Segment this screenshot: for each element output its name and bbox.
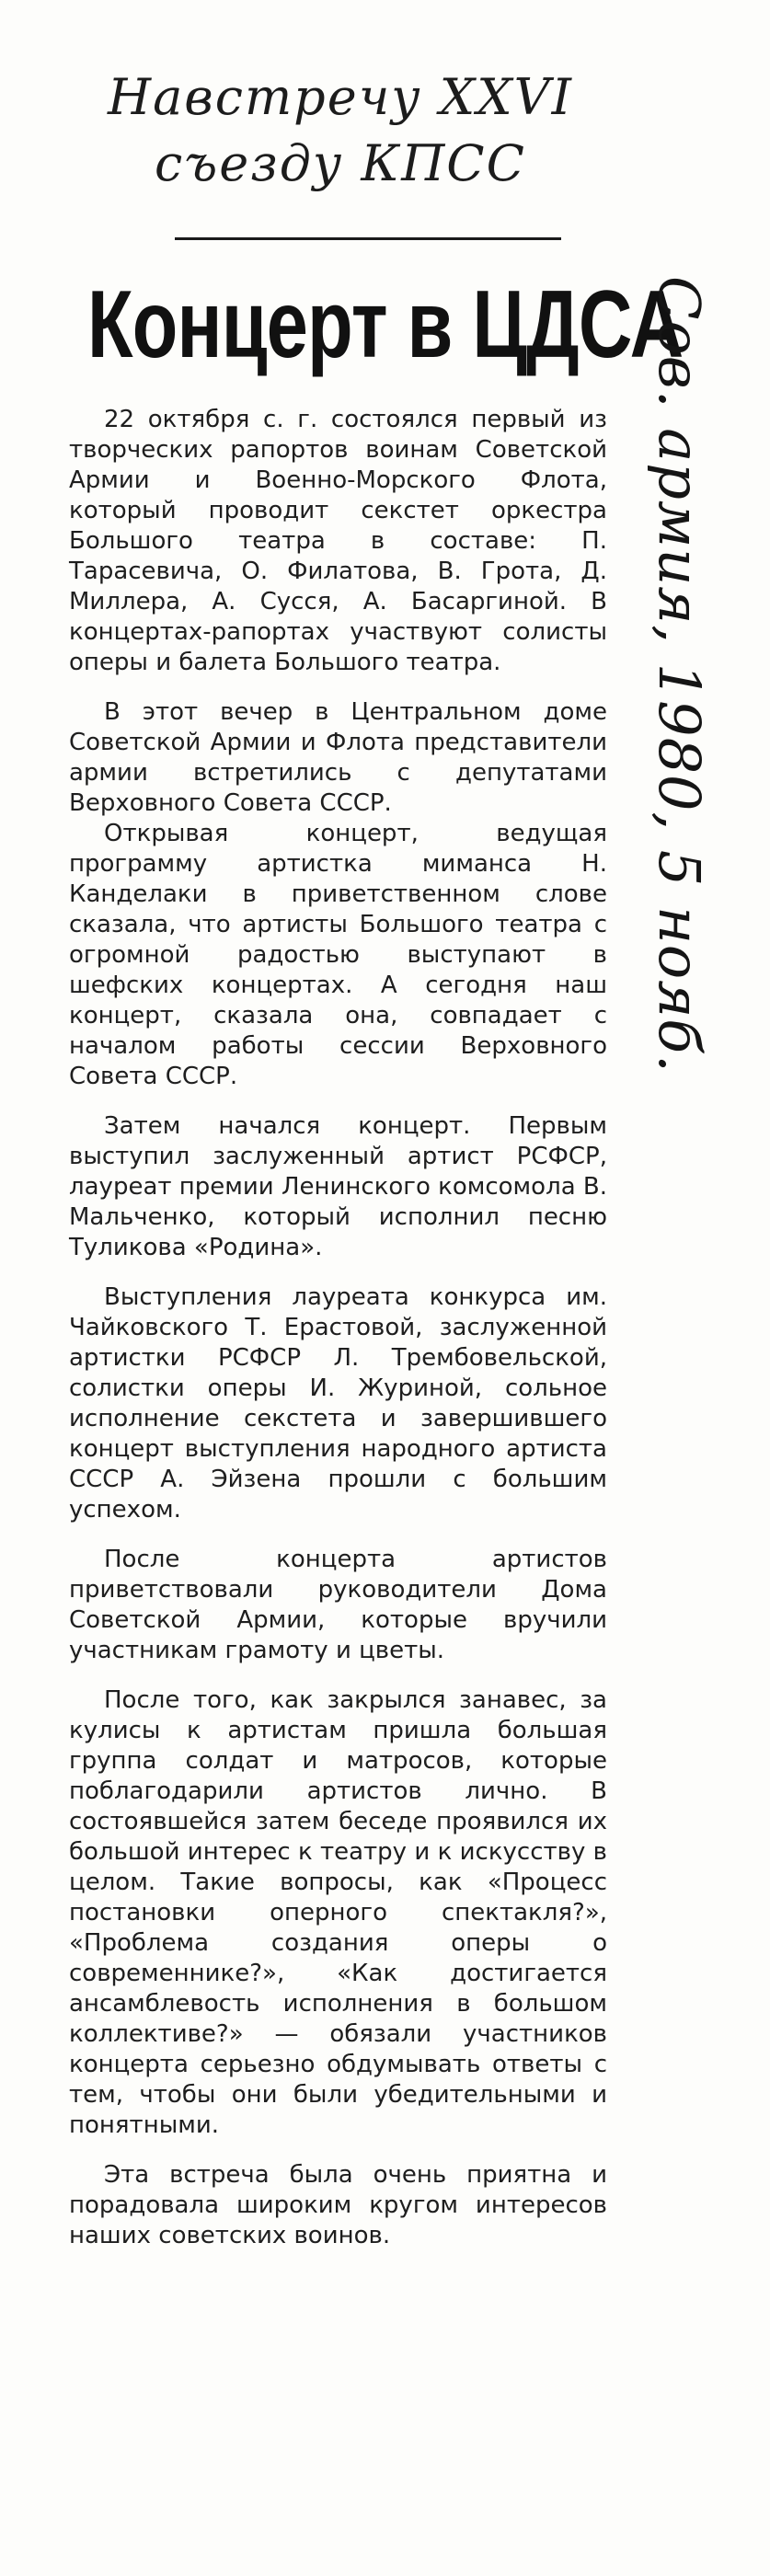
paragraph-6: После концерта артистов приветствовали руководители Дома Советской Армии, которые вручили участникам грамоту и цветы. bbox=[69, 1546, 607, 1664]
divider-rule bbox=[175, 237, 561, 240]
rubric-block bbox=[55, 64, 626, 197]
paragraph-7: После того, как закрылся занавес, за кулисы к артистам пришла большая группа солдат и матросов, которые поблагодарили артистов лично. В состоявшейся затем беседе проявился их большой интерес к театру и к искусству в целом. Такие вопросы, как «Процесс постановки оперного спектакля?», «Проблема создания оперы о современнике?», «Как достигается ансамблевость исполнения в большом коллективе?» — обязали участников концерта серьезно обдумывать ответы с тем, чтобы они были убедительными и понятными. bbox=[69, 1686, 607, 2139]
rubric-line-1: Навстречу XXVI bbox=[108, 68, 573, 126]
article-body bbox=[69, 405, 607, 2271]
paragraph-8: Эта встреча была очень приятна и порадовала широким кругом интересов наших советских воинов. bbox=[69, 2161, 607, 2249]
paragraph-3: Открывая концерт, ведущая программу артистка миманса Н. Канделаки в приветственном слове сказала, что артисты Большого театра с огромной радостью выступают в шефских концертах. А сегодня наш концерт, сказала она, совпадает с началом работы сессии Верховного Совета СССР. bbox=[69, 820, 607, 1090]
headline: Концерт в ЦДСА bbox=[87, 271, 684, 378]
handwritten-annotation bbox=[615, 276, 753, 1074]
rubric bbox=[55, 64, 626, 197]
paragraph-4: Затем начался концерт. Первым выступил заслуженный артист РСФСР, лауреат премии Ленинского комсомола В. Мальченко, который исполнил песню Туликова «Родина». bbox=[69, 1112, 607, 1261]
rubric-line-2: съезду КПСС bbox=[155, 134, 526, 192]
paragraph-5: Выступления лауреата конкурса им. Чайковского Т. Ерастовой, заслуженной артистки РСФСР Л. Трембовельской, солистки оперы И. Журиной, сольное исполнение секстета и завершившего концерт выступления народного артиста СССР А. Эйзена прошли с большим успехом. bbox=[69, 1283, 607, 1524]
handwritten-note: Сов. армия, 1980, 5 нояб. bbox=[646, 276, 713, 1074]
paragraph-1: 22 октября с. г. состоялся первый из творческих рапортов воинам Советской Армии и Военно-Морского Флота, который проводит секстет оркестра Большого театра в составе: П. Тарасевича, О. Филатова, В. Грота, Д. Миллера, А. Сусся, А. Басаргиной. В концертах-рапортах участвуют солисты оперы и балета Большого театра. bbox=[69, 406, 607, 676]
paragraph-2: В этот вечер в Центральном доме Советской Армии и Флота представители армии встретились с депутатами Верховного Совета СССР. bbox=[69, 698, 607, 817]
